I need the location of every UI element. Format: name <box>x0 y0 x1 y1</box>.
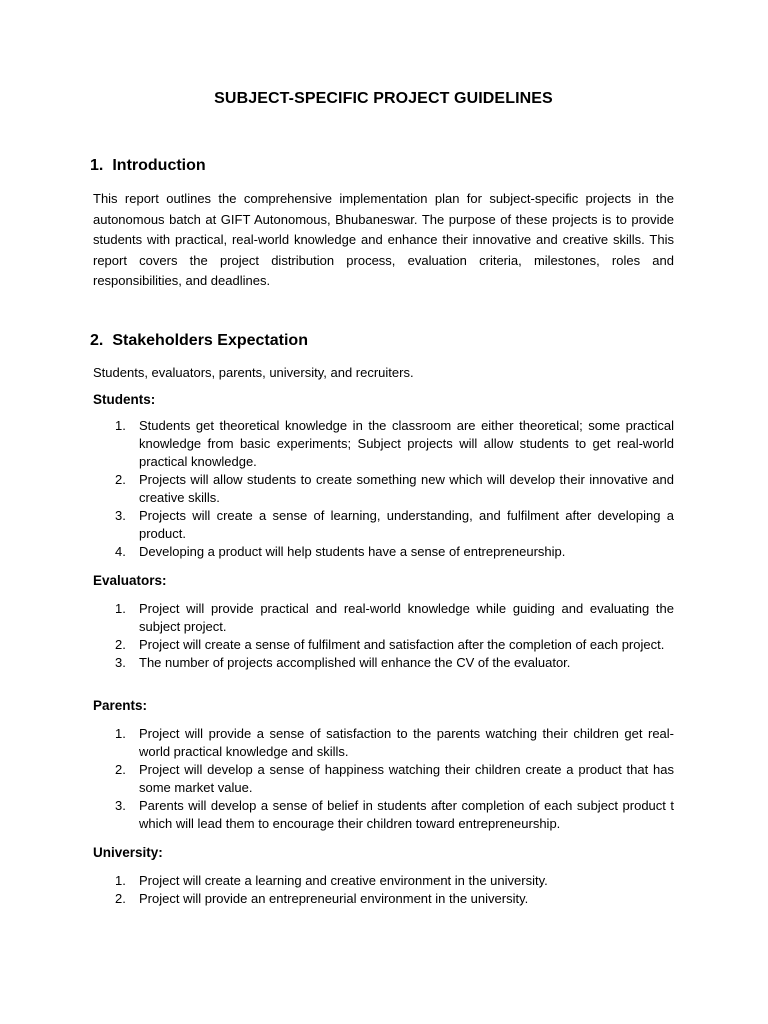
list-item-text: Project will create a learning and creative environment in the university. <box>139 872 548 888</box>
section-number: 1. <box>90 157 104 174</box>
list-number: 2. <box>115 636 126 652</box>
parents-heading: Parents: <box>93 697 148 713</box>
parents-list <box>93 725 674 833</box>
list-number: 1. <box>115 872 126 888</box>
list-item <box>115 725 674 761</box>
university-list <box>93 872 674 908</box>
list-item-text: Project will provide an entrepreneurial environment in the university. <box>139 890 529 906</box>
list-item <box>115 600 674 636</box>
evaluators-heading: Evaluators: <box>93 572 167 588</box>
students-list <box>93 417 674 561</box>
list-item <box>115 417 674 471</box>
list-number: 3. <box>115 654 126 670</box>
list-number: 3. <box>115 507 126 523</box>
list-item-text: The number of projects accomplished will enhance the CV of the evaluator. <box>139 654 571 670</box>
section-heading-stakeholders <box>90 332 674 350</box>
list-number: 1. <box>115 417 126 433</box>
list-item <box>115 636 674 654</box>
list-number: 2. <box>115 761 126 777</box>
list-item-text: Developing a product will help students have a sense of entrepreneurship. <box>139 543 566 559</box>
list-item <box>115 890 674 908</box>
section-title: Introduction <box>112 157 206 174</box>
document-title: SUBJECT-SPECIFIC PROJECT GUIDELINES <box>214 90 553 107</box>
list-number: 1. <box>115 725 126 741</box>
list-item-text: Project will develop a sense of happiness watching their children create a product that has some market value. <box>139 761 674 795</box>
list-number: 2. <box>115 890 126 906</box>
list-number: 1. <box>115 600 126 616</box>
list-item-text: Projects will allow students to create something new which will develop their innovative and creative skills. <box>139 471 674 505</box>
introduction-paragraph: This report outlines the comprehensive implementation plan for subject-specific projects in the autonomous batch at GIFT Autonomous, Bhubaneswar. The purpose of these projects is to provide students with practical, real-world knowledge and enhance their innovative and creative skills. This report covers the project distribution process, evaluation criteria, milestones, roles and responsibilities, and deadlines. <box>93 191 674 289</box>
list-item-text: Project will provide practical and real-world knowledge while guiding and evaluating the subject project. <box>139 600 674 634</box>
students-heading: Students: <box>93 391 156 407</box>
list-item <box>115 543 674 561</box>
list-item-text: Parents will develop a sense of belief in students after completion of each subject product t which will lead them to encourage their children toward entrepreneurship. <box>139 797 674 831</box>
section-title: Stakeholders Expectation <box>112 331 308 349</box>
list-number: 4. <box>115 543 126 559</box>
list-item <box>115 761 674 797</box>
section-heading-introduction <box>90 157 674 175</box>
list-item <box>115 654 674 672</box>
list-item <box>115 797 674 833</box>
list-item <box>115 471 674 507</box>
university-heading: University: <box>93 844 163 860</box>
list-number: 3. <box>115 797 126 813</box>
list-number: 2. <box>115 471 126 487</box>
list-item <box>115 507 674 543</box>
list-item-text: Students get theoretical knowledge in the classroom are either theoretical; some practical knowledge from basic experiments; Subject projects will allow students to get real-world practical knowledge. <box>139 417 674 469</box>
list-item <box>115 872 674 890</box>
stakeholders-paragraph: Students, evaluators, parents, university, and recruiters. <box>93 364 414 380</box>
list-item-text: Projects will create a sense of learning, understanding, and fulfilment after developing a product. <box>139 507 674 541</box>
evaluators-list <box>93 600 674 672</box>
section-number: 2. <box>90 331 104 349</box>
list-item-text: Project will create a sense of fulfilment and satisfaction after the completion of each project. <box>139 636 665 652</box>
list-item-text: Project will provide a sense of satisfaction to the parents watching their children get real-world practical knowledge and skills. <box>139 725 674 759</box>
